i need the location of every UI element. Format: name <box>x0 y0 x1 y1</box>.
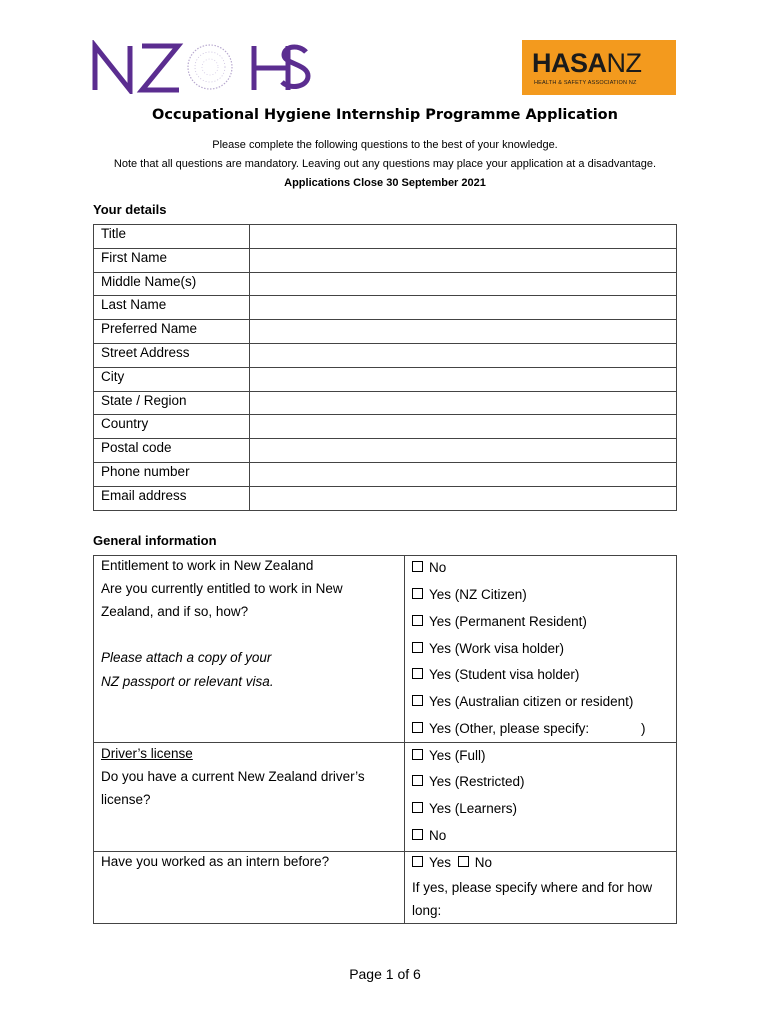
option-yes-work-visa[interactable] <box>412 640 564 657</box>
table-row <box>94 462 677 486</box>
field-label: State / Region <box>94 391 250 415</box>
entitlement-question-line-1: Are you currently entitled to work in New <box>101 581 343 596</box>
option-label: No <box>429 828 447 843</box>
country-input[interactable] <box>250 415 677 439</box>
option-label: No <box>429 560 447 575</box>
field-label: Preferred Name <box>94 320 250 344</box>
deadline-notice: Applications Close 30 September 2021 <box>284 177 486 189</box>
option-yes-restricted[interactable] <box>412 773 525 790</box>
intern-followup-line-1: If yes, please specify where and for how <box>412 880 653 895</box>
attach-note-line-2: NZ passport or relevant visa. <box>101 674 274 689</box>
hasanz-logo-subtitle: HEALTH & SAFETY ASSOCIATION NZ <box>534 80 637 86</box>
field-label: Last Name <box>94 296 250 320</box>
drivers-question-line-2: license? <box>101 792 151 807</box>
entitlement-label: Entitlement to work in New Zealand <box>101 558 314 573</box>
intern-followup-line-2: long: <box>412 903 442 918</box>
table-row <box>94 367 677 391</box>
first-name-input[interactable] <box>250 248 677 272</box>
checkbox-icon[interactable] <box>412 615 423 626</box>
page-number: Page 1 of 6 <box>349 966 421 982</box>
nzohs-logo <box>92 40 312 94</box>
field-label: Email address <box>94 486 250 510</box>
checkbox-icon[interactable] <box>412 856 423 867</box>
checkbox-icon[interactable] <box>412 695 423 706</box>
option-label: Yes (Learners) <box>429 801 518 816</box>
street-address-input[interactable] <box>250 343 677 367</box>
table-row <box>94 272 677 296</box>
last-name-input[interactable] <box>250 296 677 320</box>
field-label: First Name <box>94 248 250 272</box>
table-row <box>94 439 677 463</box>
city-input[interactable] <box>250 367 677 391</box>
option-label: Yes (Restricted) <box>429 774 525 789</box>
option-yes-other[interactable] <box>412 720 589 737</box>
option-yes-nz-citizen[interactable] <box>412 586 527 603</box>
general-information-table <box>93 555 677 924</box>
table-row <box>94 296 677 320</box>
table-row <box>94 343 677 367</box>
hasanz-logo <box>522 40 676 95</box>
checkbox-icon[interactable] <box>412 775 423 786</box>
option-yes-permanent-resident[interactable] <box>412 613 587 630</box>
drivers-question-line-1: Do you have a current New Zealand driver’s <box>101 769 365 784</box>
intro-line-1: Please complete the following questions to the best of your knowledge. <box>212 139 558 151</box>
title-input[interactable] <box>250 225 677 249</box>
table-row <box>94 486 677 510</box>
field-label: Title <box>94 225 250 249</box>
field-label: Street Address <box>94 343 250 367</box>
field-label: City <box>94 367 250 391</box>
option-no[interactable] <box>412 559 446 576</box>
option-label: Yes (Australian citizen or resident) <box>429 694 634 709</box>
intro-line-2: Note that all questions are mandatory. Leaving out any questions may place your application at a disadvantage. <box>113 158 657 170</box>
option-yes-full[interactable] <box>412 747 486 764</box>
column-divider <box>404 556 405 923</box>
table-row <box>94 415 677 439</box>
attach-note-line-1: Please attach a copy of your <box>101 650 272 665</box>
option-label: Yes (Full) <box>429 748 486 763</box>
checkbox-icon[interactable] <box>412 561 423 572</box>
other-specify-close: ) <box>641 721 646 736</box>
table-row <box>94 248 677 272</box>
hasanz-logo-text: HASANZ <box>532 48 642 78</box>
option-label: Yes (Student visa holder) <box>429 667 580 682</box>
option-yes-australian[interactable] <box>412 693 633 710</box>
option-label: Yes (Work visa holder) <box>429 641 565 656</box>
checkbox-icon[interactable] <box>412 829 423 840</box>
option-drivers-no[interactable] <box>412 827 446 844</box>
nzohs-logo-graphic <box>92 40 312 94</box>
intern-question: Have you worked as an intern before? <box>101 854 330 869</box>
field-label: Country <box>94 415 250 439</box>
checkbox-icon[interactable] <box>412 749 423 760</box>
option-label: Yes (Permanent Resident) <box>429 614 587 629</box>
option-yes-student-visa[interactable] <box>412 666 579 683</box>
checkbox-icon[interactable] <box>412 588 423 599</box>
phone-number-input[interactable] <box>250 462 677 486</box>
option-label: Yes (Other, please specify: <box>429 721 590 736</box>
middle-names-input[interactable] <box>250 272 677 296</box>
hasanz-logo-nz: NZ <box>606 48 642 78</box>
intern-yes-label: Yes <box>429 855 452 870</box>
section-heading-general-information: General information <box>93 533 217 548</box>
row-divider <box>94 851 676 852</box>
email-address-input[interactable] <box>250 486 677 510</box>
field-label: Postal code <box>94 439 250 463</box>
table-row <box>94 225 677 249</box>
postal-code-input[interactable] <box>250 439 677 463</box>
section-heading-your-details: Your details <box>93 202 167 217</box>
checkbox-icon[interactable] <box>412 722 423 733</box>
row-divider <box>94 742 676 743</box>
entitlement-question-line-2: Zealand, and if so, how? <box>101 604 249 619</box>
intern-no-label: No <box>474 855 493 870</box>
checkbox-icon[interactable] <box>412 642 423 653</box>
drivers-license-label: Driver’s license <box>101 746 193 761</box>
table-row <box>94 391 677 415</box>
table-row <box>94 320 677 344</box>
your-details-table <box>93 224 677 511</box>
checkbox-icon[interactable] <box>412 668 423 679</box>
state-region-input[interactable] <box>250 391 677 415</box>
option-label: Yes (NZ Citizen) <box>429 587 527 602</box>
preferred-name-input[interactable] <box>250 320 677 344</box>
field-label: Middle Name(s) <box>94 272 250 296</box>
checkbox-icon[interactable] <box>458 856 469 867</box>
field-label: Phone number <box>94 462 250 486</box>
intern-yes-no-options <box>412 854 492 871</box>
option-yes-learners[interactable] <box>412 800 517 817</box>
page-title: Occupational Hygiene Internship Programme Application <box>152 107 618 123</box>
checkbox-icon[interactable] <box>412 802 423 813</box>
